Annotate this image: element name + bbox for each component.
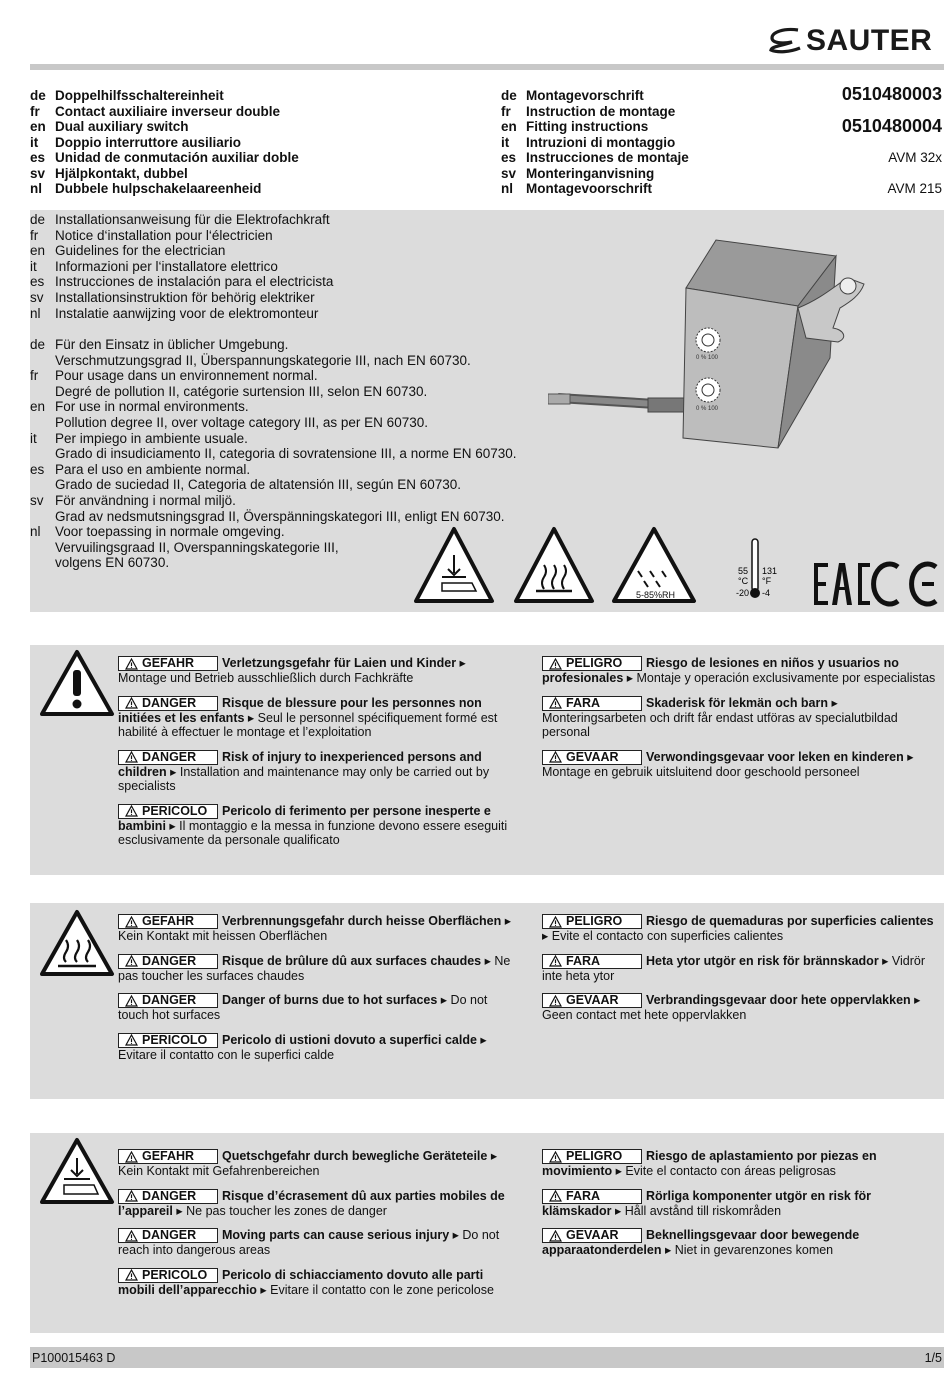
signal-word: GEFAHR <box>142 656 195 671</box>
warning-triangle-icon <box>549 1190 562 1202</box>
lang-text: Grado di insudiciamento II, categoria di sovratensione III, a norme EN 60730. <box>55 446 517 462</box>
warning-triangle-icon <box>125 697 138 709</box>
lang-code: it <box>501 134 510 150</box>
lang-text: Pour usage dans un environnement normal. <box>55 368 318 384</box>
warning-triangle-icon <box>549 995 562 1007</box>
hazard-instruction: ▸ Evitare il contatto con le superfici calde <box>118 1032 487 1062</box>
lang-row <box>30 181 299 197</box>
lang-code <box>30 353 55 369</box>
lang-code: nl <box>501 181 513 196</box>
signal-word-badge <box>542 750 642 765</box>
signal-word-badge <box>118 1033 218 1048</box>
signal-word: GEVAAR <box>566 1228 619 1243</box>
lang-row <box>30 477 517 493</box>
lang-row <box>501 88 689 104</box>
hazard-title: Quetschgefahr durch bewegliche Geräteteile <box>222 1149 488 1163</box>
lang-text: Para el uso en ambiente normal. <box>55 461 251 477</box>
lang-code: fr <box>30 103 40 119</box>
hazard-instruction: ▸ Monteringsarbeten och drift får endast utföras av specialutbildad personal <box>542 695 898 739</box>
lang-text: Grad av nedsmutsningsgrad II, Överspänningskategori III, enligt EN 60730. <box>55 508 505 524</box>
warning-triangle-icon <box>125 1034 138 1046</box>
lang-row <box>30 259 333 275</box>
lang-code: it <box>30 134 39 150</box>
lang-code: it <box>30 258 37 274</box>
warning-triangle-icon <box>125 805 138 817</box>
signal-word-badge <box>542 954 642 969</box>
warning-triangle-icon <box>125 1269 138 1281</box>
signal-word-badge <box>118 914 218 929</box>
signal-word: DANGER <box>142 993 197 1008</box>
signal-word: PELIGRO <box>566 656 623 671</box>
warning-triangle-icon <box>125 995 138 1007</box>
lang-row <box>501 181 689 197</box>
hazard-instruction: ▸ Håll avstånd till riskområden <box>614 1203 782 1218</box>
lang-text: Monteringanvisning <box>526 165 655 181</box>
lang-text: Doppelhilfsschaltereinheit <box>55 88 224 103</box>
signal-word-badge <box>542 1149 642 1164</box>
lang-row <box>30 368 517 384</box>
lang-code: de <box>501 88 517 103</box>
lang-text: Instrucciones de instalación para el electricista <box>55 274 334 290</box>
signal-word-badge <box>542 1228 642 1243</box>
hazard-instruction: ▸ Evite el contacto con superficies calientes <box>542 929 784 943</box>
hot-surface-icon <box>516 529 592 601</box>
warning-entry <box>118 1149 514 1179</box>
hazard-instruction: ▸ Montaje y operación exclusivamente por especialistas <box>626 671 936 685</box>
warning-entry <box>542 954 942 984</box>
warning-triangle-icon <box>549 751 562 763</box>
lang-text: Hjälpkontakt, dubbel <box>55 165 188 181</box>
warning-column-left <box>118 656 514 858</box>
hazard-title: Skaderisk för lekmän och barn <box>646 695 829 710</box>
signal-word: GEVAAR <box>566 749 619 764</box>
lang-text: Dual auxiliary switch <box>55 119 189 134</box>
crush-warning-icon <box>38 1136 116 1206</box>
warning-triangle-icon <box>125 1190 138 1202</box>
sauter-logo <box>768 24 944 58</box>
signal-word-badge <box>118 656 218 671</box>
signal-word-badge <box>542 914 642 929</box>
lang-code: es <box>30 150 46 165</box>
temperature-range-icon <box>736 539 777 598</box>
lang-row <box>30 104 299 120</box>
signal-word-badge <box>542 696 642 711</box>
lang-code <box>30 540 55 556</box>
lang-row <box>30 243 333 259</box>
safety-symbols <box>412 525 942 607</box>
warning-column-right <box>542 914 942 1033</box>
hazard-title: Rörliga komponenter utgör en risk för klämskador <box>542 1188 872 1218</box>
signal-word: DANGER <box>142 749 197 764</box>
signal-word: DANGER <box>142 1188 197 1203</box>
hazard-instruction: ▸ Kein Kontakt mit heissen Oberflächen <box>118 914 512 943</box>
warning-triangle-icon <box>549 955 562 967</box>
dial-label-1: 0 % 100 <box>696 355 719 361</box>
lang-text: Guidelines for the electrician <box>55 243 226 259</box>
lang-row <box>30 431 517 447</box>
hazard-title: Riesgo de aplastamiento por piezas en movimiento <box>542 1149 877 1178</box>
warning-triangle-icon <box>125 1230 138 1242</box>
lang-code: fr <box>30 227 39 243</box>
lang-text: Doppio interruttore ausiliario <box>55 134 242 150</box>
lang-row <box>30 462 517 478</box>
lang-code: nl <box>30 524 41 540</box>
lang-code: es <box>30 274 45 290</box>
humidity-label: 5-85%RH <box>636 590 676 600</box>
doc-number-2: 0510480004 <box>841 116 942 136</box>
lang-row <box>30 150 299 166</box>
warning-entry <box>118 804 514 848</box>
lang-text: Für den Einsatz in üblicher Umgebung. <box>55 337 289 352</box>
hazard-instruction: ▸ Il montaggio e la messa in funzione devono essere eseguiti esclusivamente da personale qualificato <box>118 818 508 847</box>
header-divider <box>30 64 944 70</box>
hazard-title: Heta ytor utgör en risk för brännskador <box>646 953 879 968</box>
warning-entry <box>542 696 942 740</box>
lang-row <box>30 353 517 369</box>
hazard-instruction: ▸ Evite el contacto con áreas peligrosas <box>615 1164 836 1178</box>
lang-text: Installationsinstruktion för behörig elektriker <box>55 289 315 305</box>
signal-word: DANGER <box>142 1228 197 1243</box>
lang-text: Instrucciones de montaje <box>526 150 689 165</box>
signal-word-badge <box>542 1189 642 1204</box>
product-illustration <box>548 238 868 458</box>
signal-word-badge <box>118 750 218 765</box>
hazard-instruction: ▸ Montage und Betrieb ausschließlich durch Fachkräfte <box>118 656 466 685</box>
warning-entry <box>118 696 514 740</box>
signal-word: PELIGRO <box>566 1149 623 1164</box>
lang-code: sv <box>30 492 44 508</box>
lang-code: es <box>30 461 45 477</box>
model-2: AVM 215 <box>887 181 942 196</box>
hazard-title: Riesgo de quemaduras por superficies calientes <box>646 914 934 928</box>
warning-entry <box>118 750 514 794</box>
lang-row <box>30 337 517 353</box>
warning-entry <box>118 914 514 944</box>
lang-text: Intruzioni di montaggio <box>526 134 676 150</box>
lang-text: Instalatie aanwijzing voor de elektromonteur <box>55 305 319 321</box>
hazard-title: Verwondingsgevaar voor leken en kinderen <box>646 749 904 764</box>
warning-entry <box>542 993 942 1023</box>
guidelines-list <box>30 212 333 321</box>
hazard-instruction: ▸ Installation and maintenance may only be carried out by specialists <box>118 764 490 793</box>
warning-entry <box>118 1268 514 1298</box>
lang-row <box>30 384 517 400</box>
lang-text: För användning i normal miljö. <box>55 492 236 508</box>
lang-code: es <box>501 150 517 165</box>
lang-row <box>30 119 299 135</box>
lang-row <box>30 212 333 228</box>
warning-column-right <box>542 1149 942 1268</box>
product-title-list <box>30 88 299 197</box>
hazard-title: Beknellingsgevaar door bewegende apparaatonderdelen <box>542 1228 860 1257</box>
lang-row <box>30 446 517 462</box>
general-warning-icon <box>38 648 116 718</box>
warning-entry <box>542 1149 942 1179</box>
lang-row <box>501 150 689 166</box>
signal-word: FARA <box>566 953 601 968</box>
warning-triangle-icon <box>549 697 562 709</box>
hazard-title: Pericolo di schiacciamento dovuto alle parti mobili dell’apparecchio <box>118 1267 484 1297</box>
hazard-title: Risk of injury to inexperienced persons and children <box>118 749 482 779</box>
lang-row <box>30 415 517 431</box>
hazard-instruction: ▸ Ne pas toucher les zones de danger <box>176 1203 387 1218</box>
lang-code: nl <box>30 181 42 196</box>
lang-text: Pollution degree II, over voltage category III, as per EN 60730. <box>55 414 428 430</box>
lang-row <box>30 290 333 306</box>
lang-text: Instruction de montage <box>526 103 676 119</box>
page-number: 1/5 <box>924 1350 942 1365</box>
doc-number-1: 0510480003 <box>841 84 942 104</box>
lang-code: en <box>30 119 46 134</box>
signal-word: GEFAHR <box>142 914 195 929</box>
warning-entry <box>118 954 514 984</box>
hazard-instruction: ▸ Geen contact met hete oppervlakken <box>542 993 921 1022</box>
signal-word-badge <box>118 1268 218 1283</box>
warning-entry <box>118 993 514 1023</box>
lang-code <box>30 415 55 431</box>
temp-c-min: -20 <box>736 588 750 598</box>
document-type-list <box>501 88 689 197</box>
lang-text: Verschmutzungsgrad II, Überspannungskategorie III, nach EN 60730. <box>55 352 471 368</box>
eac-mark-icon <box>814 563 870 605</box>
signal-word-badge <box>118 696 218 711</box>
lang-code: nl <box>30 305 41 321</box>
warning-column-right <box>542 656 942 789</box>
hazard-title: Verbrennungsgefahr durch heisse Oberflächen <box>222 914 502 928</box>
lang-row <box>30 306 333 322</box>
temp-c-unit: °C <box>738 576 749 586</box>
hazard-title: Danger of burns due to hot surfaces <box>222 993 438 1007</box>
warning-entry <box>542 914 942 944</box>
hazard-instruction: ▸ Vidrör inte heta ytor <box>542 953 926 983</box>
warning-entry <box>118 1033 514 1063</box>
lang-text: Per impiego in ambiente usuale. <box>55 430 248 446</box>
lang-row <box>30 228 333 244</box>
warning-triangle-icon <box>125 916 138 928</box>
lang-row <box>30 399 517 415</box>
hot-surface-warning-icon <box>38 908 116 978</box>
warning-triangle-icon <box>125 955 138 967</box>
lang-code: de <box>30 212 46 227</box>
lang-text: Unidad de conmutación auxiliar doble <box>55 150 299 165</box>
hazard-title: Risque de blessure pour les personnes non initiées et les enfants <box>118 695 482 725</box>
lang-code: en <box>501 119 517 134</box>
hazard-instruction: ▸ Ne pas toucher les surfaces chaudes <box>118 953 511 983</box>
hazard-instruction: ▸ Do not reach into dangerous areas <box>118 1228 500 1257</box>
lang-code: fr <box>501 103 511 119</box>
hazard-instruction: ▸ Montage en gebruik uitsluitend door geschoold personeel <box>542 749 914 779</box>
hazard-title: Riesgo de lesiones en niños y usuarios no profesionales <box>542 656 899 685</box>
lang-code: fr <box>30 368 39 384</box>
warning-triangle-icon <box>549 1151 562 1163</box>
warning-triangle-icon <box>125 751 138 763</box>
lang-row <box>30 274 333 290</box>
hazard-title: Pericolo di ustioni dovuto a superfici calde <box>222 1032 477 1047</box>
hazard-title: Risque de brûlure dû aux surfaces chaudes <box>222 953 482 968</box>
lang-text: Dubbele hulpschakelaareenheid <box>55 181 262 196</box>
signal-word-badge <box>542 993 642 1008</box>
lang-text: Montagevoorschrift <box>526 181 653 196</box>
warning-triangle-icon <box>549 1230 562 1242</box>
lang-text: Notice d‘installation pour l‘électricien <box>55 227 273 243</box>
signal-word-badge <box>118 1189 218 1204</box>
hazard-title: Verbrandingsgevaar door hete oppervlakken <box>646 993 911 1007</box>
signal-word: PERICOLO <box>142 1032 208 1047</box>
lang-row <box>30 166 299 182</box>
warning-entry <box>118 1189 514 1219</box>
lang-code <box>30 384 55 400</box>
page-footer <box>30 1347 944 1368</box>
lang-code: de <box>30 337 46 352</box>
hazard-title: Verletzungsgefahr für Laien und Kinder <box>222 656 457 670</box>
lang-code: de <box>30 88 46 103</box>
lang-text: Installationsanweisung für die Elektrofachkraft <box>55 212 330 227</box>
signal-word-badge <box>118 804 218 819</box>
signal-word-badge <box>542 656 642 671</box>
ce-mark-icon <box>874 564 936 604</box>
temp-f-min: -4 <box>762 588 771 598</box>
humidity-icon <box>614 529 694 601</box>
lang-code: sv <box>30 165 46 181</box>
lang-text: Vervuilingsgraad II, Overspanningskategorie III, <box>55 539 339 555</box>
warning-entry <box>542 1189 942 1219</box>
lang-row <box>30 509 517 525</box>
warning-column-left <box>118 1149 514 1307</box>
lang-row <box>501 135 689 151</box>
warning-entry <box>542 656 942 686</box>
lang-row <box>30 88 299 104</box>
signal-word-badge <box>118 993 218 1008</box>
hazard-instruction: ▸ Do not touch hot surfaces <box>118 993 488 1022</box>
lang-row <box>30 493 517 509</box>
crush-hazard-icon <box>416 529 492 601</box>
lang-code: en <box>30 243 46 259</box>
temp-f-max: 131 <box>762 566 778 576</box>
temp-c-max: 55 <box>738 566 749 576</box>
lang-text: Grado de suciedad II, Categoria de altatensión III, según EN 60730. <box>55 477 462 493</box>
hazard-instruction: ▸ Seul le personnel spécifiquement formé est habilité à effectuer le montage et l’exploitation <box>118 710 498 739</box>
lang-row <box>501 166 689 182</box>
hazard-title: Pericolo di ferimento per persone inesperte e bambini <box>118 803 491 833</box>
signal-word-badge <box>118 1228 218 1243</box>
lang-row <box>501 119 689 135</box>
model-1: AVM 32x <box>888 150 942 165</box>
signal-word: FARA <box>566 1188 601 1203</box>
lang-code <box>30 446 55 462</box>
lang-text: Informazioni per l‘installatore elettrico <box>55 258 278 274</box>
hazard-instruction: ▸ Evitare il contatto con le zone pericolose <box>260 1282 494 1297</box>
lang-text: For use in normal environments. <box>55 399 249 415</box>
lang-text: Voor toepassing in normale omgeving. <box>55 524 285 540</box>
warning-triangle-icon <box>549 658 562 670</box>
lang-code: en <box>30 399 46 415</box>
brand-name: SAUTER <box>806 24 933 57</box>
lang-code: sv <box>30 289 44 305</box>
hazard-instruction: ▸ Niet in gevarenzones komen <box>664 1243 834 1257</box>
signal-word-badge <box>118 1149 218 1164</box>
dial-label-2: 0 % 100 <box>696 406 719 412</box>
warning-triangle-icon <box>549 916 562 928</box>
signal-word-badge <box>118 954 218 969</box>
signal-word: PERICOLO <box>142 803 208 818</box>
document-id: P100015463 D <box>32 1350 116 1365</box>
sauter-logo-icon <box>768 26 802 56</box>
temp-f-unit: °F <box>762 576 772 586</box>
warning-entry <box>118 1228 514 1258</box>
lang-row <box>30 135 299 151</box>
lang-text: Degré de pollution II, catégorie surtension III, selon EN 60730. <box>55 383 428 399</box>
signal-word: DANGER <box>142 953 197 968</box>
warning-column-left <box>118 914 514 1072</box>
lang-row <box>501 104 689 120</box>
warning-triangle-icon <box>125 1151 138 1163</box>
hazard-title: Risque d’écrasement dû aux parties mobiles de l’appareil <box>118 1188 505 1218</box>
signal-word: GEVAAR <box>566 993 619 1008</box>
lang-code: sv <box>501 165 517 181</box>
signal-word: PERICOLO <box>142 1267 208 1282</box>
lang-text: volgens EN 60730. <box>55 555 170 571</box>
signal-word: GEFAHR <box>142 1149 195 1164</box>
lang-text: Contact auxiliaire inverseur double <box>55 103 281 119</box>
signal-word: PELIGRO <box>566 914 623 929</box>
lang-code <box>30 509 55 525</box>
signal-word: DANGER <box>142 695 197 710</box>
warning-entry <box>118 656 514 686</box>
lang-code <box>30 477 55 493</box>
lang-code: it <box>30 430 37 446</box>
hazard-instruction: ▸ Kein Kontakt mit Gefahrenbereichen <box>118 1149 498 1178</box>
warning-entry <box>542 1228 942 1258</box>
lang-code <box>30 555 55 571</box>
signal-word: FARA <box>566 695 601 710</box>
lang-text: Fitting instructions <box>526 119 649 134</box>
warning-entry <box>542 750 942 780</box>
hazard-title: Moving parts can cause serious injury <box>222 1228 450 1242</box>
warning-triangle-icon <box>125 658 138 670</box>
lang-text: Montagevorschrift <box>526 88 644 103</box>
